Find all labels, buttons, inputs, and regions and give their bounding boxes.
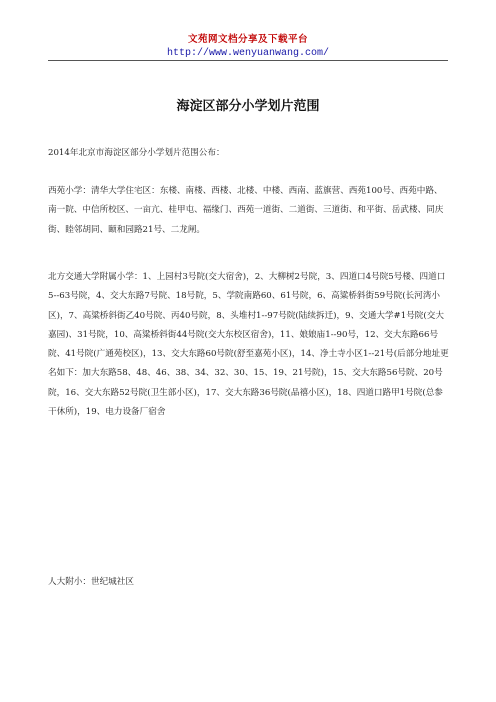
xiyuan-school-paragraph: 西苑小学：清华大学住宅区：东楼、南楼、西楼、北楼、中楼、西南、蓝旗营、西苑100号、西苑中路、南一院、中信所校区、一亩亢、桂甲屯、福缘门、西苑一道街、二道街、三道街、和平街、岳武楼、同庆街、睦邻胡同、颐和园路21号、二龙闸。 <box>48 186 444 235</box>
beijiao-school-paragraph: 北方交通大学附属小学：1、上园村3号院(交大宿舍)，2、大柳树2号院，3、四道口4号院5号楼、四道口5--63号院，4、交大东路7号院、18号院，5、学院南路60、61号院，6、高粱桥斜街59号院(长河湾小区)，7、高粱桥斜街乙40号院、丙40号院，8、头堆村1--97号院(陆续拆迁)，9、交通大学#1号院(交大嘉园)、31号院，10、高粱桥斜街44号院(交大东校区宿舍)，11、娘娘庙1--90号，12、交大东路66号院、41号院(广通苑校区)，13、交大东路60号院(舒至嘉苑小区)，14、净土寺小区1--21号(后部分地址更名如下：加大东路58、48、46、38、34、32、30、15、19、21号院)，15、交大东路56号院、20号院，16、交大东路52号院(卫生部小区)，17、交大东路36号院(品禧小区)，18、四道口路甲1号院(总参干休所)，19、电力设备厂宿舍 <box>48 272 449 418</box>
intro-paragraph: 2014年北京市海淀区部分小学划片范围公布： <box>48 148 225 158</box>
site-name: 文苑网文档分享及下载平台 <box>187 34 308 45</box>
renda-school-paragraph: 人大附小：世纪城社区 <box>48 577 134 587</box>
site-url-link[interactable]: http://www.wenyuanwang.com/ <box>166 48 330 59</box>
header-divider <box>48 60 448 61</box>
document-title: 海淀区部分小学划片范围 <box>176 99 320 114</box>
page-header <box>0 31 496 59</box>
